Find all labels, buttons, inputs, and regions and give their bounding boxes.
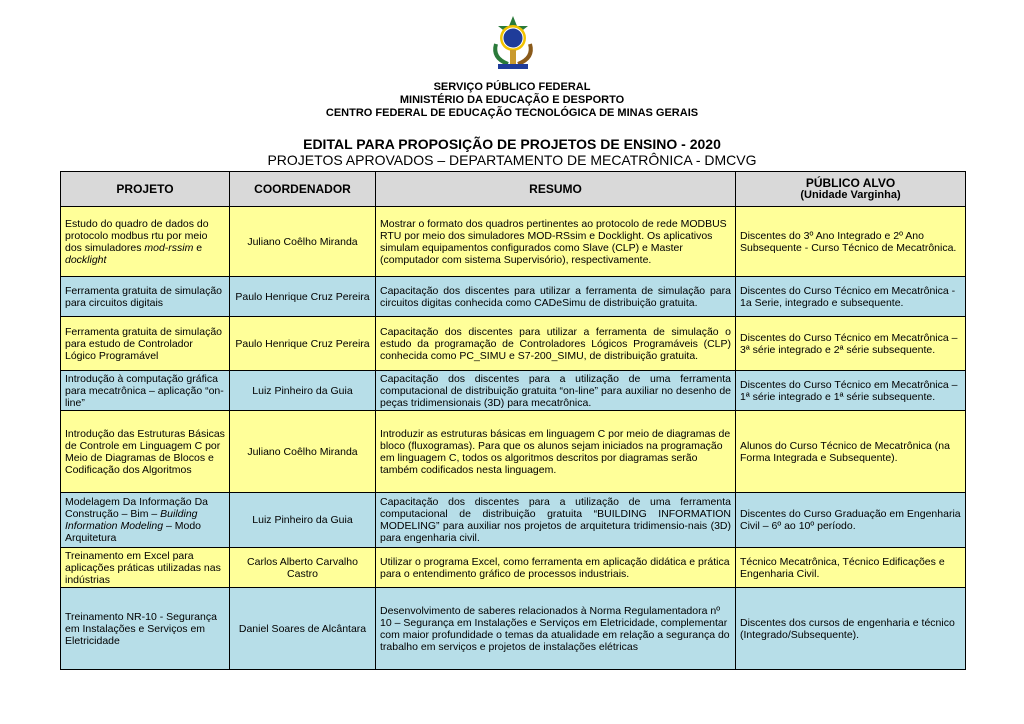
- cell-resumo: Capacitação dos discentes para a utilização de uma ferramenta computacional de distribuição gratuita “BUILDING INFORMATION MODELING” para auxiliar nos projetos de arquitetura tridimensio-nais (3D) para engenharia civil.: [376, 493, 736, 548]
- table-row: [61, 588, 966, 670]
- cell-coordenador: Paulo Henrique Cruz Pereira: [230, 277, 376, 317]
- table-row: [61, 493, 966, 548]
- table-row: [61, 207, 966, 277]
- cell-publico: Técnico Mecatrônica, Técnico Edificações e Engenharia Civil.: [736, 548, 966, 588]
- cell-resumo: Utilizar o programa Excel, como ferramenta em aplicação didática e prática para o entendimento gráfico de processos industriais.: [376, 548, 736, 588]
- cell-projeto: Introdução à computação gráfica para mecatrônica – aplicação “on-line”: [61, 371, 230, 411]
- cell-publico: Discentes do Curso Técnico em Mecatrônica - 1a Serie, integrado e subsequente.: [736, 277, 966, 317]
- cell-projeto: [61, 493, 230, 548]
- column-header-publico-label: PÚBLICO ALVO: [805, 176, 896, 190]
- cell-projeto: Ferramenta gratuita de simulação para circuitos digitais: [61, 277, 230, 317]
- document-title: EDITAL PARA PROPOSIÇÃO DE PROJETOS DE ENSINO - 2020: [303, 136, 721, 152]
- header-line-1: SERVIÇO PÚBLICO FEDERAL: [433, 81, 591, 93]
- cell-projeto: Ferramenta gratuita de simulação para estudo de Controlador Lógico Programável: [61, 317, 230, 371]
- cell-coordenador: Carlos Alberto Carvalho Castro: [230, 548, 376, 588]
- cell-coordenador: Daniel Soares de Alcântara: [230, 588, 376, 670]
- cell-resumo: Capacitação dos discentes para utilizar a ferramenta de simulação o estudo da programação de Controladores Lógicos Programáveis (CLP) conhecida como PC_SIMU e S7-200_SIMU, de distribuição gratuita.: [376, 317, 736, 371]
- column-header-publico-unit: (Unidade Varginha): [800, 189, 901, 201]
- projects-table: [60, 171, 966, 670]
- column-header-resumo: RESUMO: [376, 172, 736, 207]
- cell-projeto-text: Modelagem Da Informação Da Construção – Bim –: [65, 496, 208, 520]
- cell-projeto: [61, 207, 230, 277]
- coat-of-arms-icon: [488, 14, 538, 74]
- table-row: [61, 371, 966, 411]
- table-row: [61, 317, 966, 371]
- cell-coordenador: Paulo Henrique Cruz Pereira: [230, 317, 376, 371]
- cell-projeto: Treinamento em Excel para aplicações práticas utilizadas nas indústrias: [61, 548, 230, 588]
- table-header-row: [61, 172, 966, 207]
- cell-coordenador: Juliano Coêlho Miranda: [230, 207, 376, 277]
- cell-resumo: Desenvolvimento de saberes relacionados à Norma Regulamentadora nº 10 – Segurança em Instalações e Serviços em Eletricidade, complementar com maior profundidade o temas da atualidade em relação a segurança do trabalho em serviços e projetos de instalações elétricas: [376, 588, 736, 670]
- cell-projeto-text-2: – Modo Arquitetura: [65, 520, 202, 544]
- header-line-2: MINISTÉRIO DA EDUCAÇÃO E DESPORTO: [399, 94, 625, 106]
- cell-publico: Discentes do Curso Graduação em Engenharia Civil – 6º ao 10º período.: [736, 493, 966, 548]
- cell-resumo: Introduzir as estruturas básicas em linguagem C por meio de diagramas de bloco (fluxogramas). Para que os alunos sejam iniciados na programação em linguagem C, todos os algoritmos descritos por diagramas serão também codificados nesta linguagem.: [376, 411, 736, 493]
- cell-coordenador: Juliano Coêlho Miranda: [230, 411, 376, 493]
- column-header-coordenador: COORDENADOR: [230, 172, 376, 207]
- cell-coordenador: Luiz Pinheiro da Guia: [230, 493, 376, 548]
- cell-resumo: Mostrar o formato dos quadros pertinentes ao protocolo de rede MODBUS RTU por meio dos simuladores MOD-RSsim e Docklight. Os aplicativos simulam equipamentos configurados como Slave (CLP) e Master (computador com sistema Supervisório), respectivamente.: [376, 207, 736, 277]
- cell-publico: Discentes dos cursos de engenharia e técnico (Integrado/Subsequente).: [736, 588, 966, 670]
- cell-projeto-text: Estudo do quadro de dados do protocolo modbus rtu por meio dos simuladores: [65, 217, 209, 254]
- cell-projeto-italic: mod-rssim: [144, 241, 194, 254]
- table-row: [61, 277, 966, 317]
- column-header-projeto: PROJETO: [61, 172, 230, 207]
- cell-projeto: Treinamento NR-10 - Segurança em Instalações e Serviços em Eletricidade: [61, 588, 230, 670]
- cell-resumo: Capacitação dos discentes para a utilização de uma ferramenta computacional de distribuição gratuita “on-line” para auxiliar no desenho de peças tridimensionais (3D) para mecatrônica.: [376, 371, 736, 411]
- cell-publico: Alunos do Curso Técnico de Mecatrônica (na Forma Integrada e Subsequente).: [736, 411, 966, 493]
- column-header-publico: [736, 172, 966, 207]
- table-row: [61, 411, 966, 493]
- cell-publico: Discentes do Curso Técnico em Mecatrônica – 3ª série integrado e 2ª série subsequente.: [736, 317, 966, 371]
- cell-coordenador: Luiz Pinheiro da Guia: [230, 371, 376, 411]
- header-line-3: CENTRO FEDERAL DE EDUCAÇÃO TECNOLÓGICA DE MINAS GERAIS: [325, 107, 699, 119]
- cell-publico: Discentes do 3º Ano Integrado e 2º Ano Subsequente - Curso Técnico de Mecatrônica.: [736, 207, 966, 277]
- document-subtitle: PROJETOS APROVADOS – DEPARTAMENTO DE MECATRÔNICA - DMCVG: [267, 152, 757, 168]
- cell-projeto-italic-2: docklight: [65, 253, 107, 266]
- cell-projeto: Introdução das Estruturas Básicas de Controle em Linguagem C por Meio de Diagramas de Blocos e Codificação dos Algoritmos: [61, 411, 230, 493]
- cell-projeto-text-2: e: [193, 241, 203, 254]
- cell-resumo: Capacitação dos discentes para utilizar a ferramenta de simulação para circuitos digitas conhecida como CADeSimu de distribuição gratuita.: [376, 277, 736, 317]
- table-row: [61, 548, 966, 588]
- cell-projeto-italic: Building Information Modeling: [65, 508, 198, 532]
- cell-publico: Discentes do Curso Técnico em Mecatrônica – 1ª série integrado e 1ª série subsequente.: [736, 371, 966, 411]
